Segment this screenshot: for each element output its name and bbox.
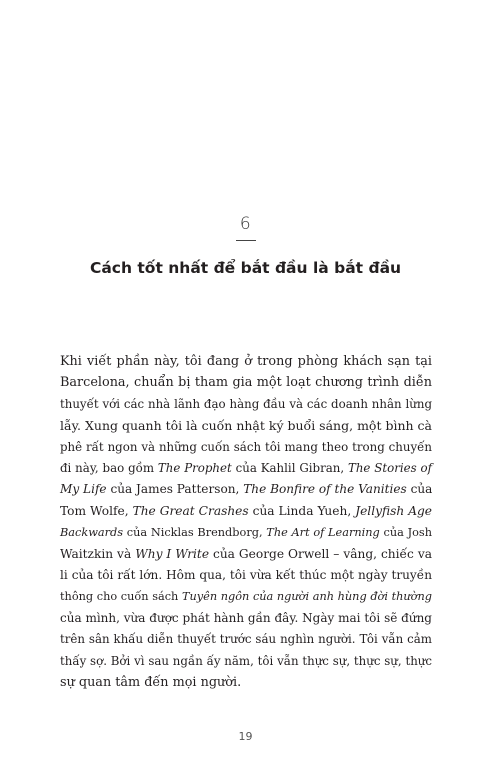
- text-run: của: [406, 482, 433, 497]
- text-run: của Kahlil Gibran,: [231, 461, 348, 476]
- text-run: của Josh: [379, 526, 432, 540]
- book-title-the-great-crashes: The Great Crashes: [132, 503, 249, 518]
- text-run: thông cho cuốn sách: [60, 590, 182, 604]
- book-title-the-art-of-learning: The Art of Learning: [266, 526, 380, 540]
- body-line-5: phê rất ngon và những cuốn sách tôi mang theo trong chuyến: [60, 439, 432, 454]
- body-line-4: lẫy. Xung quanh tôi là cuốn nhật ký buổi sáng, một bình cà: [60, 418, 432, 434]
- body-line-12: [60, 586, 432, 607]
- body-line-11: li của tôi rất lớn. Hôm qua, tôi vừa kết thúc một ngày truyền: [60, 568, 432, 583]
- book-title-jellyfish-age-backwards: Backwards: [60, 526, 124, 540]
- text-run: đi này, bao gồm: [60, 461, 158, 476]
- book-title-the-stories-of-my-life: The Stories of: [347, 461, 432, 476]
- body-line-7: [60, 479, 432, 500]
- body-line-9: [60, 522, 432, 543]
- page-number: 19: [238, 730, 253, 743]
- book-title-the-bonfire-of-the-vanities: The Bonfire of the Vanities: [243, 482, 407, 497]
- text-run: Tom Wolfe,: [60, 503, 133, 518]
- book-title-tuyen-ngon: Tuyên ngôn của người anh hùng đời thường: [181, 590, 432, 604]
- body-line-8: [60, 501, 432, 522]
- text-run: Waitzkin và: [60, 546, 136, 561]
- text-run: của James Patterson,: [106, 482, 244, 497]
- chapter-number: 6: [239, 214, 252, 234]
- body-line-14: trên sân khấu diễn thuyết trước sáu nghìn người. Tôi vẫn cảm: [60, 632, 432, 647]
- book-title-why-i-write: Why I Write: [135, 546, 210, 561]
- body-line-13: của mình, vừa được phát hành gần đây. Ngày mai tôi sẽ đứng: [60, 610, 432, 625]
- body-line-15: thấy sợ. Bởi vì sau ngần ấy năm, tôi vẫn thực sự, thực sự, thực: [60, 653, 432, 668]
- text-run: của Linda Yueh,: [248, 503, 356, 518]
- body-line-1: Khi viết phần này, tôi đang ở trong phòng khách sạn tại: [60, 354, 432, 369]
- book-title-the-prophet: The Prophet: [157, 461, 232, 476]
- body-line-3: thuyết với các nhà lãnh đạo hàng đầu và các doanh nhân lừng: [60, 396, 432, 411]
- body-paragraph: [60, 351, 432, 694]
- chapter-number-underline: [236, 240, 256, 241]
- text-run: của Nicklas Brendborg,: [123, 526, 267, 540]
- text-run: của George Orwell – vâng, chiếc va: [209, 546, 432, 561]
- book-title-jellyfish-age-backwards: Jellyfish Age: [355, 503, 433, 518]
- chapter-title: Cách tốt nhất để bắt đầu là bắt đầu: [89, 259, 402, 277]
- body-line-2: Barcelona, chuẩn bị tham gia một loạt chương trình diễn: [60, 375, 432, 391]
- body-line-10: [60, 544, 432, 565]
- book-title-the-stories-of-my-life: My Life: [60, 482, 107, 497]
- body-line-6: [60, 458, 432, 479]
- body-line-16: sự quan tâm đến mọi người.: [60, 675, 242, 691]
